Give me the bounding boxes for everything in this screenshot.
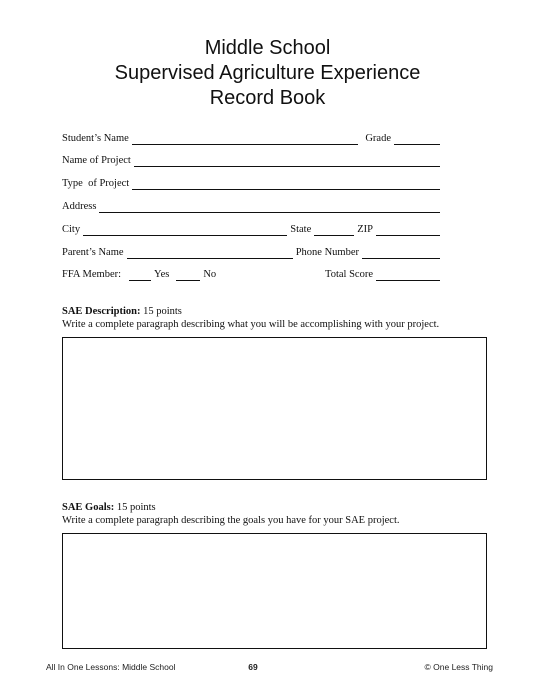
description-answer-box[interactable] — [62, 337, 487, 480]
goals-heading — [62, 501, 502, 514]
address-field[interactable] — [99, 202, 440, 213]
grade-field[interactable] — [394, 134, 440, 145]
phone-label: Phone Number — [295, 247, 359, 258]
description-points: 15 points — [143, 306, 182, 317]
project-name-field[interactable] — [134, 156, 440, 167]
project-type-label: Type of Project — [62, 178, 130, 189]
ffa-yes-label: Yes — [154, 269, 170, 280]
zip-label: ZIP — [357, 224, 373, 235]
parent-name-field[interactable] — [127, 248, 293, 259]
zip-field[interactable] — [376, 225, 440, 236]
address-label: Address — [62, 201, 97, 212]
description-heading — [62, 305, 502, 318]
goals-instructions: Write a complete paragraph describing the goals you have for your SAE project. — [62, 515, 400, 526]
title-line-3: Record Book — [209, 87, 326, 109]
row-project-type — [62, 176, 440, 190]
row-parent — [62, 245, 440, 259]
ffa-member-label: FFA Member: — [62, 269, 122, 280]
ffa-yes-field[interactable] — [129, 270, 151, 281]
state-field[interactable] — [314, 225, 354, 236]
row-student — [62, 131, 440, 145]
student-name-field[interactable] — [132, 134, 359, 145]
goals-answer-box[interactable] — [62, 533, 487, 649]
title-line-1: Middle School — [204, 37, 331, 59]
row-ffa — [62, 267, 440, 281]
city-label: City — [62, 224, 81, 235]
row-city — [62, 222, 440, 236]
title-line-2: Supervised Agriculture Experience — [114, 62, 421, 84]
description-title: SAE Description: — [62, 306, 141, 317]
row-project-name — [62, 153, 440, 167]
total-score-label: Total Score — [325, 269, 373, 280]
goals-points: 15 points — [116, 502, 156, 513]
city-field[interactable] — [83, 225, 287, 236]
state-label: State — [290, 224, 312, 235]
total-score-field[interactable] — [376, 270, 440, 281]
row-address — [62, 199, 440, 213]
phone-field[interactable] — [362, 248, 440, 259]
parent-name-label: Parent’s Name — [62, 247, 124, 258]
footer-right: © One Less Thing — [424, 662, 493, 672]
footer-left: All In One Lessons: Middle School — [46, 662, 176, 672]
page-title — [0, 36, 535, 111]
project-name-label: Name of Project — [62, 155, 131, 166]
ffa-no-field[interactable] — [176, 270, 200, 281]
project-type-field[interactable] — [132, 179, 440, 190]
goals-title: SAE Goals: — [62, 502, 115, 513]
student-name-label: Student’s Name — [62, 133, 129, 144]
ffa-no-label: No — [203, 269, 217, 280]
grade-label: Grade — [365, 133, 391, 144]
page-number: 69 — [248, 662, 258, 672]
description-instructions: Write a complete paragraph describing what you will be accomplishing with your project. — [62, 319, 440, 330]
